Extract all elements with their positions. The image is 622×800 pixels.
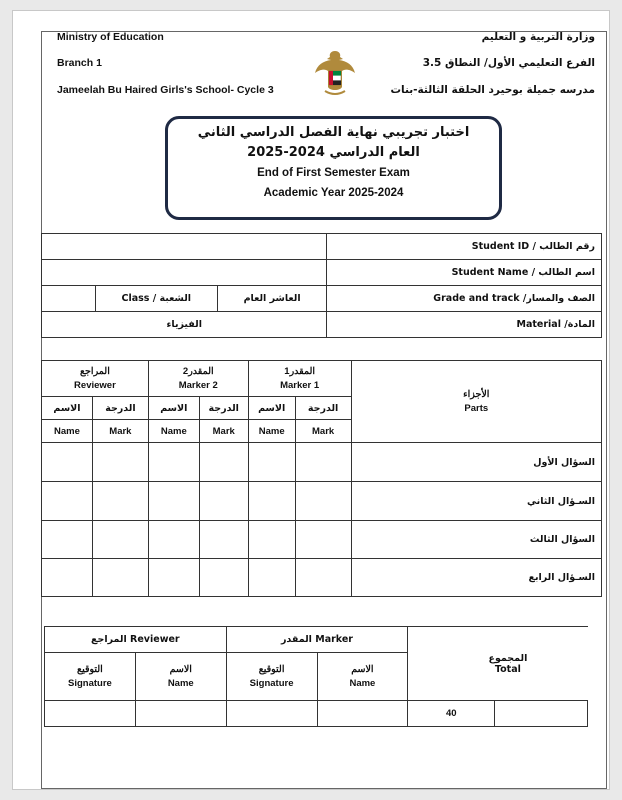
marker-signature-field[interactable] xyxy=(226,701,317,727)
question-label: السـؤال الرابع xyxy=(351,559,601,597)
branch-ar: الفرع التعليمي الأول/ النطاق 3.5 xyxy=(422,57,595,69)
marker-title: Marker المقدر xyxy=(226,627,408,653)
mark-cell[interactable] xyxy=(42,443,93,482)
branch-en: Branch 1 xyxy=(57,57,102,69)
exam-title-box xyxy=(165,116,502,220)
mark-cell[interactable] xyxy=(148,482,199,521)
exam-page xyxy=(12,10,610,790)
mark-cell[interactable] xyxy=(42,559,93,597)
mark-cell[interactable] xyxy=(42,482,93,521)
name-en: Name xyxy=(349,677,376,689)
reviewer-title: Reviewer المراجع xyxy=(45,627,227,653)
total-value: 40 xyxy=(408,701,495,727)
signature-ar: التوقيع xyxy=(258,663,285,675)
question-label: السؤال الثالث xyxy=(351,521,601,559)
table-row xyxy=(42,443,602,482)
col-mark-en: Mark xyxy=(295,420,351,443)
marker-name-field[interactable] xyxy=(317,701,408,727)
mark-cell[interactable] xyxy=(248,521,295,559)
student-name-label: اسم الطالب / Student Name xyxy=(327,260,602,286)
signature-ar: التوقيع xyxy=(77,663,103,675)
marker2-header xyxy=(148,361,248,397)
total-label xyxy=(408,627,588,701)
signature-en: Signature xyxy=(249,677,294,689)
signature-en: Signature xyxy=(68,677,112,689)
marker-name xyxy=(317,653,408,701)
school-en: Jameelah Bu Haired Girls's School- Cycle 3 xyxy=(57,84,274,96)
name-ar: الاسم xyxy=(169,663,192,675)
title-line4: Academic Year 2025-2024 xyxy=(263,187,404,199)
mark-cell[interactable] xyxy=(199,482,248,521)
student-id-label: رقم الطالب / Student ID xyxy=(327,234,602,260)
reviewer-name xyxy=(135,653,226,701)
total-ar: المجموع xyxy=(488,652,528,664)
title-line1: اختبار تجريبي نهاية الفصل الدراسي الثاني xyxy=(197,125,470,140)
marks-table xyxy=(41,360,602,597)
mark-cell[interactable] xyxy=(199,521,248,559)
marker1-ar: المقدر1 xyxy=(284,365,315,377)
parts-en: Parts xyxy=(464,402,489,414)
mark-cell[interactable] xyxy=(295,443,351,482)
question-label: السؤال الأول xyxy=(351,443,601,482)
title-line2: العام الدراسي 2024-2025 xyxy=(247,145,420,160)
table-row xyxy=(42,521,602,559)
total-en: Total xyxy=(494,663,521,675)
mark-cell[interactable] xyxy=(42,521,93,559)
school-ar: مدرسه جميلة بوحيرد الحلقة الثالثة-بنات xyxy=(390,84,595,96)
student-id-field[interactable] xyxy=(42,234,327,260)
col-mark-en: Mark xyxy=(199,420,248,443)
grade-value: العاشر العام xyxy=(217,286,327,312)
class-field[interactable] xyxy=(42,286,96,312)
ministry-en: Ministry of Education xyxy=(57,31,164,43)
material-value: الفيزياء xyxy=(42,312,327,338)
parts-header xyxy=(351,361,601,443)
marker2-ar: المقدر2 xyxy=(182,365,214,377)
name-en: Name xyxy=(167,677,194,689)
marker-signature xyxy=(226,653,317,701)
marker2-en: Marker 2 xyxy=(178,379,218,391)
mark-cell[interactable] xyxy=(248,443,295,482)
student-info-table xyxy=(41,233,602,338)
material-label: المادة/ Material xyxy=(327,312,602,338)
mark-cell[interactable] xyxy=(148,443,199,482)
reviewer-signature-field[interactable] xyxy=(45,701,136,727)
col-name-en: Name xyxy=(248,420,295,443)
mark-cell[interactable] xyxy=(248,559,295,597)
reviewer-signature xyxy=(45,653,136,701)
col-name-ar: الاسم xyxy=(248,397,295,420)
table-row xyxy=(42,559,602,597)
reviewer-header xyxy=(42,361,149,397)
mark-cell[interactable] xyxy=(148,559,199,597)
mark-cell[interactable] xyxy=(92,443,148,482)
col-name-ar: الاسم xyxy=(42,397,93,420)
uae-emblem-icon xyxy=(313,47,357,99)
col-name-en: Name xyxy=(148,420,199,443)
total-blank xyxy=(495,701,588,727)
mark-cell[interactable] xyxy=(92,482,148,521)
mark-cell[interactable] xyxy=(199,559,248,597)
mark-cell[interactable] xyxy=(148,521,199,559)
table-row xyxy=(42,482,602,521)
col-mark-en: Mark xyxy=(92,420,148,443)
grade-label: الصف والمسار/ Grade and track xyxy=(327,286,602,312)
marker1-en: Marker 1 xyxy=(280,379,320,391)
mark-cell[interactable] xyxy=(92,521,148,559)
student-name-field[interactable] xyxy=(42,260,327,286)
col-name-ar: الاسم xyxy=(148,397,199,420)
ministry-ar: وزارة التربية و التعليم xyxy=(481,31,595,43)
title-line3: End of First Semester Exam xyxy=(257,167,410,179)
marker1-header xyxy=(248,361,351,397)
name-ar: الاسم xyxy=(351,663,374,675)
class-label: الشعبة / Class xyxy=(95,286,217,312)
question-label: السـؤال الثاني xyxy=(351,482,601,521)
reviewer-name-field[interactable] xyxy=(135,701,226,727)
mark-cell[interactable] xyxy=(248,482,295,521)
col-name-en: Name xyxy=(42,420,93,443)
mark-cell[interactable] xyxy=(295,482,351,521)
mark-cell[interactable] xyxy=(295,521,351,559)
mark-cell[interactable] xyxy=(199,443,248,482)
mark-cell[interactable] xyxy=(295,559,351,597)
reviewer-ar: المراجع xyxy=(80,365,110,377)
col-mark-ar: الدرجة xyxy=(199,397,248,420)
col-mark-ar: الدرجة xyxy=(92,397,148,420)
col-mark-ar: الدرجة xyxy=(295,397,351,420)
parts-ar: الأجزاء xyxy=(463,388,490,400)
reviewer-en: Reviewer xyxy=(74,379,116,391)
totals-table xyxy=(44,626,588,727)
mark-cell[interactable] xyxy=(92,559,148,597)
